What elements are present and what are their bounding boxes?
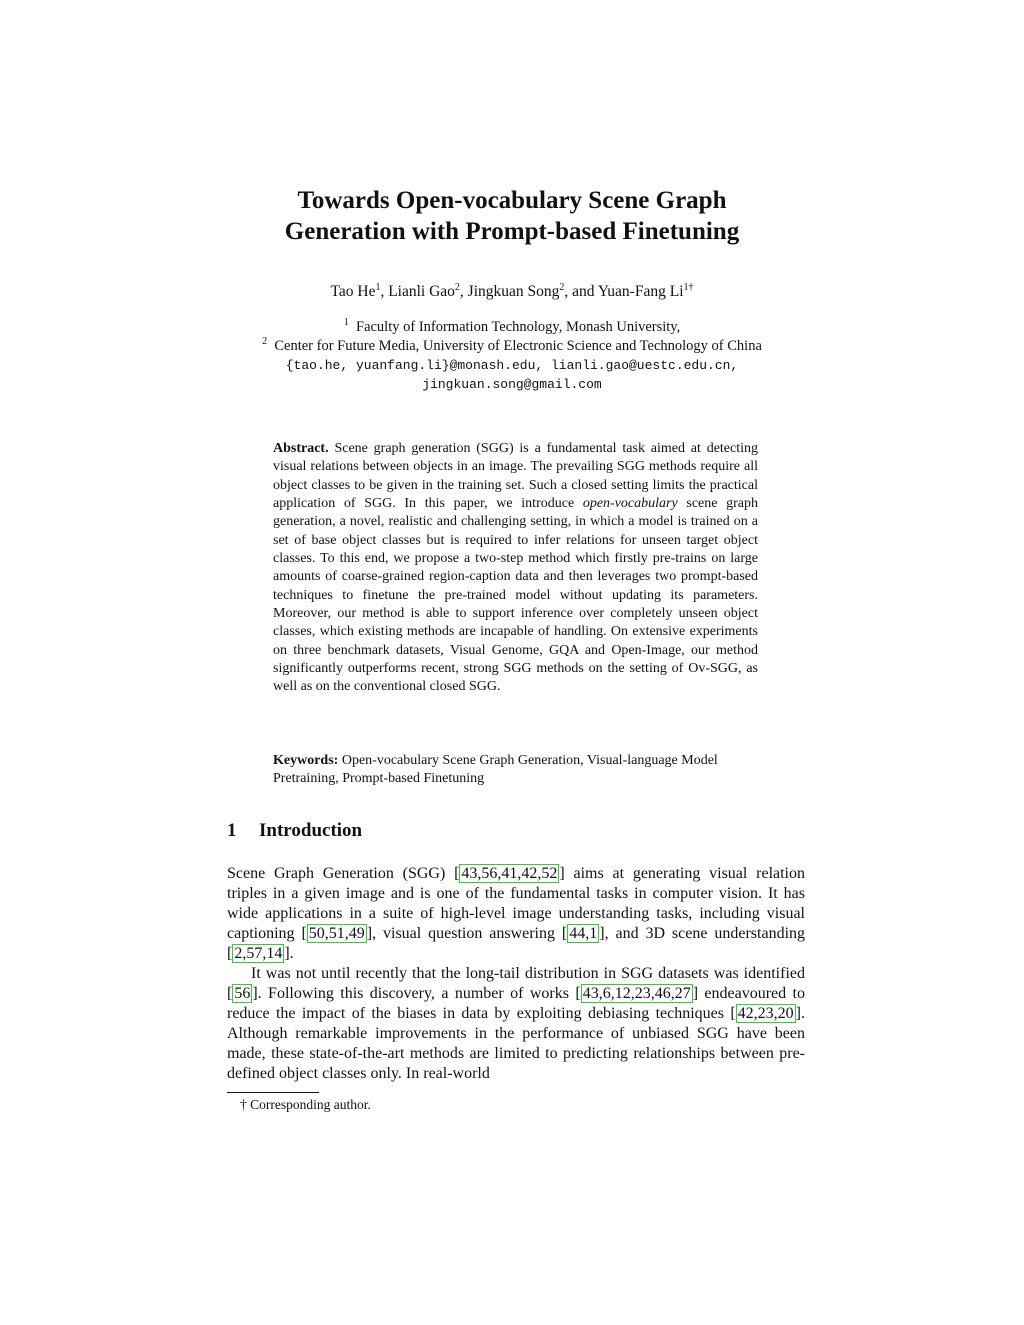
section-heading [227,820,362,842]
author-list: Tao He$^1$, Lianli Gao$^2$, Jingkuan Song$^2$, and Yuan-Fang $Li^{1\dagger}$ [330,281,694,300]
citation-link[interactable]: 43,6,12,23,46,27 [582,985,691,1002]
author-affiliation-mark: 1 [375,281,381,293]
paragraph: Scene Graph Generation (SGG) [ 43,56,41,42,52 ] aims at generating visual relation triples in a given image and is one of the fundamental tasks in computer vision. It has wide applications in a suite of high-level image understanding tasks, including visual captioning [ 50,51,49 ], visual question answering [ 44,1 ], and 3D scene understanding [ 2,57,14 ]. [227,865,806,962]
section-title: Introduction [259,820,363,841]
affiliation-2: $^2$ Center for Future Media, University of Electronic Science and Technology of China [262,336,762,354]
keywords-label: Keywords: [273,753,339,768]
citation-link[interactable]: 43,56,41,42,52 [461,865,558,882]
author-name: Jingkuan Song [467,283,560,300]
author-affiliation-mark: 2 [559,281,565,293]
citation-link[interactable]: 42,23,20 [737,1005,794,1022]
paragraph: It was not until recently that the long-tail distribution in SGG datasets was identified [ 56 ]. Following this discovery, a number of works [ 43,6,12,23,46,27 ] endeavoured to reduce the impact of the biases in data by exploiting debiasing techniques [ 42,23,20 ]. Although remarkable improvements in the performance of unbiased SGG have been made, these state-of-the-art methods are limited to predicting relationships between pre-defined object classes only. In real-world [227,965,806,1082]
abstract-text: Scene graph generation (SGG) is a fundamental task aimed at detecting visual relations between objects in an image. The prevailing SGG methods require all object classes to be given in the training set. Such a closed setting limits the practical application of SGG. In this paper, we introduce [273,441,759,512]
keywords-text: Open-vocabulary Scene Graph Generation, Visual-language Model Pretraining, Prompt-based Finetuning [273,753,718,787]
email-line-1: {tao.he, yuanfang.li}@monash.edu, lianli.gao@uestc.edu.cn, [285,358,739,373]
author-name: Tao He [330,283,376,300]
section-number: 1 [227,820,237,841]
affiliation-1: $^1$ Faculty of Information Technology, Monash University, [343,317,681,335]
title-line-2: Generation with Prompt-based Finetuning [284,218,740,245]
author-name: Yuan-Fang Li [597,283,684,300]
affiliations [0,318,1024,394]
citation-link[interactable]: 56 [234,985,251,1002]
email-line-2: jingkuan.song@gmail.com [422,377,602,392]
title-line-1: Towards Open-vocabulary Scene Graph [297,187,727,214]
abstract-label: Abstract. [273,441,329,456]
abstract-emphasis: open-vocabulary [582,496,678,512]
citation-link[interactable]: 44,1 [569,925,598,942]
abstract-text: scene graph generation, a novel, realistic and challenging setting, in which a model is trained on a set of base object classes but is required to infer relations for unseen target object classes. To this end, we propose a two-step method which firstly pre-trains on large amounts of coarse-grained region-caption data and then leverages two prompt-based techniques to finetune the pre-trained model without updating its parameters. Moreover, our method is able to support inference over completely unseen object classes, which existing methods are incapable of handling. On extensive experiments on three benchmark datasets, Visual Genome, GQA and Open-Image, our method significantly outperforms recent, strong SGG methods on the setting of Ov-SGG, as well as on the conventional closed SGG. [273,496,759,695]
author-name: Lianli Gao [388,283,455,300]
abstract [273,440,758,697]
citation-link[interactable]: 50,51,49 [308,925,365,942]
footnote: † Corresponding author. [240,1097,371,1112]
footnote-divider [227,1092,319,1093]
body-text [227,864,805,1084]
paper-title [0,185,1024,247]
citation-link[interactable]: 2,57,14 [234,945,283,962]
author-affiliation-mark: 2 [454,281,460,293]
author-affiliation-mark: 1† [683,281,694,293]
keywords [273,752,758,789]
